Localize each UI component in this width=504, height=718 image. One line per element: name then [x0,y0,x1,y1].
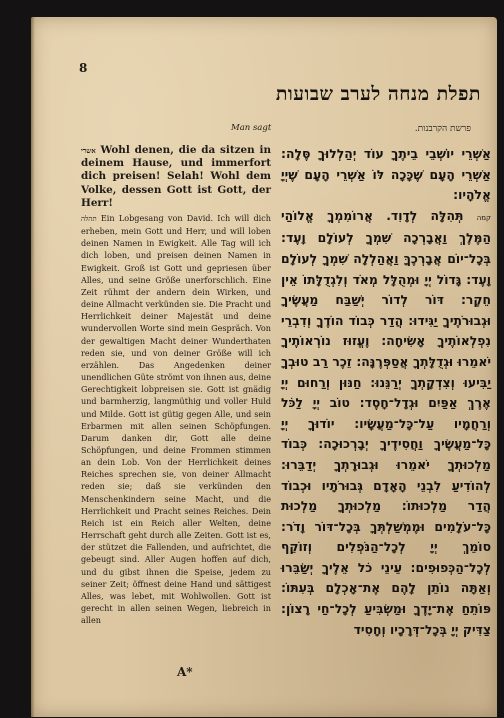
german-paragraph-1-text: Wohl denen, die da sitzen in deinem Hause, und immerfort dich preisen! Selah! Wohl dem Volke, dessen Gott ist Gott, der Herr! [81,144,271,209]
german-paragraph-2-text: Ein Lobgesang von David. Ich will dich erheben, mein Gott und Herr, und will loben deinen Namen in Ewigkeit. Alle Tag will ich dich loben, und preisen deinen Namen in Ewigkeit. Groß ist Gott und gepriesen über Alles, und seine Größe unerforschlich. Eine Zeit rühmt der andern dein Wirken, und deine Allmacht verkünden sie. Die Pracht und Herrlichkeit deiner Majestät und deine wundervollen Worte sind mein Gespräch. Von der gewaltigen Macht deiner Wunderthaten reden sie, und von deiner Größe will ich erzählen. Das Angedenken deiner unendlichen Güte strömt von ihnen aus, deine Gerechtigkeit lobpreisen sie. Gott ist gnädig und barmherzig, langmüthig und voller Huld und Milde. Gott ist gütig gegen Alle, und sein Erbarmen mit allen seinen Schöpfungen. Darum danken dir, Gott alle deine Schöpfungen, und deine Frommen stimmen an dein Lob. Von der Herrlichkeit deines Reiches sprechen sie, von deiner Allmacht reden sie; daß sie verkünden den Menschenkindern seine Macht, und die Herrlichkeit und Pracht seines Reiches. Dein Reich ist ein Reich aller Welten, deine Herrschaft geht durch alle Zeiten. Gott ist es, der stützet die Fallenden, und aufrichtet, die gebeugt sind. Aller Augen hoffen auf dich, und du gibst ihnen die Speise, jedem zu seiner Zeit; öffnest deine Hand und sättigest Alles, was lebet, mit Wohlwollen. Gott ist gerecht in allen seinen Wegen, liebreich in allen [81,213,271,626]
subtitle-german: Man sagt [231,123,272,133]
hebrew-paragraph-2-text: תְּהִלָּה לְדָוִד. אֲרוֹמִמְךָ אֱלוֹהַי הַמֶּלֶךְ וַאֲבָרְכָה שִׁמְךָ לְעוֹלָם וָעֶד: בְּכָל־יוֹם אֲבָרְכֶךָּ וַאֲהַלְלָה שִׁמְךָ לְעוֹלָם וָעֶד: גָּדוֹל יְיָ וּמְהֻלָּל מְאֹד וְלִגְדֻלָּתוֹ אֵין חֵקֶר: דּוֹר לְדוֹר יְשַׁבַּח מַעֲשֶׂיךָ וּגְבוּרֹתֶיךָ יַגִּידוּ: הֲדַר כְּבוֹד הוֹדֶךָ וְדִבְרֵי נִפְלְאוֹתֶיךָ אָשִׂיחָה: וֶעֱזוּז נוֹרְאוֹתֶיךָ יֹאמֵרוּ וּגְדֻלָּתְךָ אֲסַפְּרֶנָּה: זֵכֶר רַב טוּבְךָ יַבִּיעוּ וְצִדְקָתְךָ יְרַנֵּנוּ: חַנּוּן וְרַחוּם יְיָ אֶרֶךְ אַפַּיִם וּגְדָל־חָסֶד: טוֹב יְיָ לַכֹּל וְרַחֲמָיו עַל־כָּל־מַעֲשָׂיו: יוֹדוּךָ יְיָ כָּל־מַעֲשֶׂיךָ וַחֲסִידֶיךָ יְבָרְכוּכָה: כְּבוֹד מַלְכוּתְךָ יֹאמֵרוּ וּגְבוּרָתְךָ יְדַבֵּרוּ: לְהוֹדִיעַ לִבְנֵי הָאָדָם גְּבוּרֹתָיו וּכְבוֹד הֲדַר מַלְכוּתוֹ: מַלְכוּתְךָ מַלְכוּת כָּל־עֹלָמִים וּמֶמְשַׁלְתְּךָ בְּכָל־דּוֹר וָדֹר: סוֹמֵךְ יְיָ לְכָל־הַנֹּפְלִים וְזוֹקֵף לְכָל־הַכְּפוּפִים: עֵינֵי כֹל אֵלֶיךָ יְשַׂבֵּרוּ וְאַתָּה נוֹתֵן לָהֶם אֶת־אָכְלָם בְּעִתּוֹ: פּוֹתֵחַ אֶת־יָדֶךָ וּמַשְׂבִּיעַ לְכָל־חַי רָצוֹן: צַדִּיק יְיָ בְּכָל־דְּרָכָיו וְחָסִיד [281,207,491,637]
german-paragraph-1-tag: אשרי [81,146,96,155]
prayer-book-page [31,17,497,717]
page-number: 8 [79,61,88,75]
german-paragraph-1 [81,144,271,210]
page-title: תפלת מנחה לערב שבועות [275,83,481,105]
hebrew-text-column [281,144,491,659]
hebrew-paragraph-2-tag: קמה [476,213,491,222]
german-translation-column [81,144,271,654]
hebrew-paragraph-2 [281,206,491,640]
german-paragraph-2 [81,212,271,626]
subtitle-hebrew: פרשת הקרבנות. [414,124,471,134]
page-binding-shadow [31,17,35,717]
hebrew-paragraph-1: אַשְׁרֵי יוֹשְׁבֵי בֵיתֶךָ עוֹד יְהַלְלוּךָ סֶּלָה: אַשְׁרֵי הָעָם שֶׁכָּכָה לּוֹ אַשְׁרֵי הָעָם שֶׁיְיָ אֱלֹהָיו: [281,146,491,203]
german-paragraph-2-tag: תהלה [81,215,97,224]
signature-mark: A* [177,665,193,679]
